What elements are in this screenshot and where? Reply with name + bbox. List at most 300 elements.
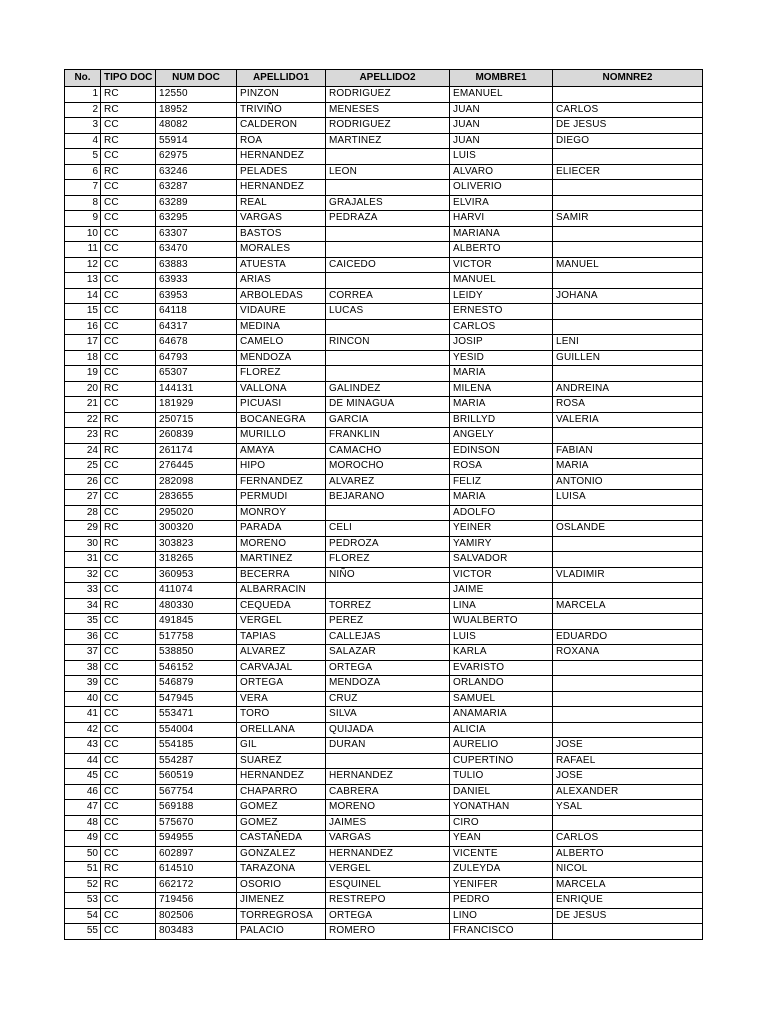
cell-row-no: 53: [65, 893, 101, 909]
cell-nomnre2: DE JESUS: [553, 908, 703, 924]
cell-num-doc: 318265: [156, 552, 237, 568]
cell-num-doc: 662172: [156, 877, 237, 893]
cell-apellido2: MORENO: [326, 800, 450, 816]
cell-apellido1: MORENO: [237, 536, 326, 552]
table-row: [65, 536, 703, 552]
cell-apellido1: ORELLANA: [237, 722, 326, 738]
cell-apellido2: PEREZ: [326, 614, 450, 630]
cell-apellido2: PEDROZA: [326, 536, 450, 552]
cell-row-no: 38: [65, 660, 101, 676]
cell-row-no: 34: [65, 598, 101, 614]
cell-mombre1: YEAN: [450, 831, 553, 847]
cell-nomnre2: [553, 614, 703, 630]
cell-nomnre2: JOHANA: [553, 288, 703, 304]
cell-tipo-doc: CC: [101, 366, 156, 382]
cell-mombre1: VICTOR: [450, 257, 553, 273]
cell-tipo-doc: CC: [101, 784, 156, 800]
cell-num-doc: 553471: [156, 707, 237, 723]
cell-tipo-doc: CC: [101, 319, 156, 335]
table-row: [65, 722, 703, 738]
cell-mombre1: ALVARO: [450, 164, 553, 180]
cell-mombre1: VICTOR: [450, 567, 553, 583]
cell-apellido2: CAICEDO: [326, 257, 450, 273]
cell-apellido2: ESQUINEL: [326, 877, 450, 893]
cell-apellido2: [326, 273, 450, 289]
table-row: [65, 738, 703, 754]
cell-mombre1: ORLANDO: [450, 676, 553, 692]
cell-num-doc: 803483: [156, 924, 237, 940]
cell-nomnre2: ANTONIO: [553, 474, 703, 490]
cell-num-doc: 63933: [156, 273, 237, 289]
cell-apellido2: [326, 180, 450, 196]
cell-row-no: 5: [65, 149, 101, 165]
cell-tipo-doc: RC: [101, 381, 156, 397]
cell-nomnre2: DE JESUS: [553, 118, 703, 134]
cell-nomnre2: MANUEL: [553, 257, 703, 273]
table-row: [65, 645, 703, 661]
cell-num-doc: 65307: [156, 366, 237, 382]
cell-apellido1: CASTAÑEDA: [237, 831, 326, 847]
cell-row-no: 10: [65, 226, 101, 242]
cell-apellido1: BASTOS: [237, 226, 326, 242]
cell-tipo-doc: CC: [101, 257, 156, 273]
table-row: [65, 567, 703, 583]
table-row: [65, 211, 703, 227]
cell-nomnre2: [553, 149, 703, 165]
cell-apellido2: RODRIGUEZ: [326, 87, 450, 103]
cell-nomnre2: ROSA: [553, 397, 703, 413]
table-row: [65, 552, 703, 568]
cell-apellido1: GOMEZ: [237, 815, 326, 831]
cell-num-doc: 48082: [156, 118, 237, 134]
cell-tipo-doc: CC: [101, 908, 156, 924]
cell-apellido1: ALVAREZ: [237, 645, 326, 661]
cell-apellido1: ROA: [237, 133, 326, 149]
cell-apellido1: TRIVIÑO: [237, 102, 326, 118]
cell-apellido2: SALAZAR: [326, 645, 450, 661]
cell-mombre1: YONATHAN: [450, 800, 553, 816]
cell-nomnre2: MARIA: [553, 459, 703, 475]
cell-mombre1: KARLA: [450, 645, 553, 661]
cell-tipo-doc: RC: [101, 412, 156, 428]
cell-tipo-doc: CC: [101, 800, 156, 816]
cell-row-no: 23: [65, 428, 101, 444]
cell-apellido1: MURILLO: [237, 428, 326, 444]
cell-nomnre2: JOSE: [553, 738, 703, 754]
cell-tipo-doc: CC: [101, 459, 156, 475]
cell-row-no: 47: [65, 800, 101, 816]
cell-tipo-doc: CC: [101, 815, 156, 831]
cell-row-no: 9: [65, 211, 101, 227]
cell-apellido2: RINCON: [326, 335, 450, 351]
cell-num-doc: 55914: [156, 133, 237, 149]
cell-tipo-doc: CC: [101, 226, 156, 242]
cell-apellido2: CALLEJAS: [326, 629, 450, 645]
cell-apellido1: PINZON: [237, 87, 326, 103]
cell-apellido2: SILVA: [326, 707, 450, 723]
cell-apellido2: GARCIA: [326, 412, 450, 428]
cell-nomnre2: [553, 536, 703, 552]
cell-nomnre2: [553, 924, 703, 940]
cell-apellido2: [326, 319, 450, 335]
cell-nomnre2: [553, 722, 703, 738]
cell-apellido2: NIÑO: [326, 567, 450, 583]
cell-num-doc: 569188: [156, 800, 237, 816]
cell-mombre1: EMANUEL: [450, 87, 553, 103]
cell-apellido2: MENDOZA: [326, 676, 450, 692]
cell-tipo-doc: CC: [101, 552, 156, 568]
cell-tipo-doc: RC: [101, 164, 156, 180]
cell-tipo-doc: CC: [101, 722, 156, 738]
cell-mombre1: ROSA: [450, 459, 553, 475]
cell-tipo-doc: CC: [101, 924, 156, 940]
cell-apellido1: PARADA: [237, 521, 326, 537]
cell-apellido1: ARIAS: [237, 273, 326, 289]
cell-apellido1: GOMEZ: [237, 800, 326, 816]
cell-mombre1: ALBERTO: [450, 242, 553, 258]
cell-mombre1: CUPERTINO: [450, 753, 553, 769]
header-apellido2: APELLIDO2: [326, 70, 450, 87]
table-row: [65, 273, 703, 289]
table-row: [65, 893, 703, 909]
cell-num-doc: 144131: [156, 381, 237, 397]
cell-nomnre2: FABIAN: [553, 443, 703, 459]
cell-apellido2: VARGAS: [326, 831, 450, 847]
table-row: [65, 800, 703, 816]
cell-apellido2: TORREZ: [326, 598, 450, 614]
cell-row-no: 46: [65, 784, 101, 800]
table-row: [65, 102, 703, 118]
cell-row-no: 4: [65, 133, 101, 149]
cell-mombre1: PEDRO: [450, 893, 553, 909]
cell-num-doc: 480330: [156, 598, 237, 614]
cell-apellido1: HIPO: [237, 459, 326, 475]
cell-tipo-doc: CC: [101, 474, 156, 490]
cell-nomnre2: [553, 707, 703, 723]
cell-mombre1: HARVI: [450, 211, 553, 227]
cell-mombre1: OLIVERIO: [450, 180, 553, 196]
cell-apellido1: MORALES: [237, 242, 326, 258]
cell-mombre1: LUIS: [450, 629, 553, 645]
table-row: [65, 242, 703, 258]
table-row: [65, 164, 703, 180]
header-nomnre2: NOMNRE2: [553, 70, 703, 87]
cell-row-no: 26: [65, 474, 101, 490]
cell-apellido2: ALVAREZ: [326, 474, 450, 490]
cell-num-doc: 295020: [156, 505, 237, 521]
cell-num-doc: 546879: [156, 676, 237, 692]
cell-nomnre2: JOSE: [553, 769, 703, 785]
cell-num-doc: 18952: [156, 102, 237, 118]
table-row: [65, 459, 703, 475]
header-mombre1: MOMBRE1: [450, 70, 553, 87]
cell-mombre1: YEINER: [450, 521, 553, 537]
cell-row-no: 15: [65, 304, 101, 320]
header-row: [65, 70, 703, 87]
table-row: [65, 924, 703, 940]
cell-nomnre2: [553, 226, 703, 242]
cell-apellido2: CAMACHO: [326, 443, 450, 459]
cell-apellido1: REAL: [237, 195, 326, 211]
cell-apellido2: CELI: [326, 521, 450, 537]
cell-nomnre2: VALERIA: [553, 412, 703, 428]
cell-nomnre2: ANDREINA: [553, 381, 703, 397]
cell-num-doc: 64793: [156, 350, 237, 366]
table-row: [65, 319, 703, 335]
cell-apellido1: VERA: [237, 691, 326, 707]
cell-tipo-doc: CC: [101, 211, 156, 227]
cell-apellido2: MARTINEZ: [326, 133, 450, 149]
cell-nomnre2: [553, 583, 703, 599]
table-row: [65, 598, 703, 614]
cell-mombre1: MARIA: [450, 366, 553, 382]
cell-tipo-doc: RC: [101, 443, 156, 459]
cell-nomnre2: OSLANDE: [553, 521, 703, 537]
cell-row-no: 30: [65, 536, 101, 552]
cell-row-no: 24: [65, 443, 101, 459]
cell-mombre1: LINO: [450, 908, 553, 924]
cell-row-no: 13: [65, 273, 101, 289]
cell-apellido2: FRANKLIN: [326, 428, 450, 444]
cell-apellido2: MOROCHO: [326, 459, 450, 475]
cell-apellido1: FERNANDEZ: [237, 474, 326, 490]
cell-num-doc: 547945: [156, 691, 237, 707]
cell-apellido2: [326, 350, 450, 366]
cell-tipo-doc: CC: [101, 614, 156, 630]
cell-nomnre2: [553, 87, 703, 103]
table-body: [65, 87, 703, 940]
cell-row-no: 49: [65, 831, 101, 847]
cell-tipo-doc: CC: [101, 769, 156, 785]
cell-apellido1: SUAREZ: [237, 753, 326, 769]
cell-mombre1: LUIS: [450, 149, 553, 165]
cell-tipo-doc: CC: [101, 273, 156, 289]
cell-row-no: 41: [65, 707, 101, 723]
table-row: [65, 629, 703, 645]
cell-apellido2: PEDRAZA: [326, 211, 450, 227]
cell-row-no: 12: [65, 257, 101, 273]
cell-num-doc: 300320: [156, 521, 237, 537]
cell-num-doc: 63883: [156, 257, 237, 273]
cell-num-doc: 261174: [156, 443, 237, 459]
cell-num-doc: 554287: [156, 753, 237, 769]
cell-num-doc: 538850: [156, 645, 237, 661]
cell-apellido2: DE MINAGUA: [326, 397, 450, 413]
cell-row-no: 50: [65, 846, 101, 862]
cell-num-doc: 719456: [156, 893, 237, 909]
cell-tipo-doc: RC: [101, 536, 156, 552]
cell-apellido1: PALACIO: [237, 924, 326, 940]
cell-row-no: 40: [65, 691, 101, 707]
cell-mombre1: EDINSON: [450, 443, 553, 459]
cell-mombre1: SALVADOR: [450, 552, 553, 568]
cell-apellido1: MONROY: [237, 505, 326, 521]
cell-row-no: 21: [65, 397, 101, 413]
cell-tipo-doc: RC: [101, 428, 156, 444]
cell-tipo-doc: CC: [101, 893, 156, 909]
cell-row-no: 48: [65, 815, 101, 831]
cell-mombre1: EVARISTO: [450, 660, 553, 676]
table-row: [65, 846, 703, 862]
cell-row-no: 3: [65, 118, 101, 134]
cell-apellido1: MENDOZA: [237, 350, 326, 366]
cell-mombre1: ERNESTO: [450, 304, 553, 320]
cell-tipo-doc: CC: [101, 505, 156, 521]
cell-mombre1: TULIO: [450, 769, 553, 785]
table-row: [65, 490, 703, 506]
cell-apellido2: RESTREPO: [326, 893, 450, 909]
cell-apellido2: ROMERO: [326, 924, 450, 940]
cell-mombre1: VICENTE: [450, 846, 553, 862]
cell-num-doc: 283655: [156, 490, 237, 506]
cell-mombre1: YESID: [450, 350, 553, 366]
cell-num-doc: 63246: [156, 164, 237, 180]
cell-nomnre2: [553, 428, 703, 444]
cell-apellido1: PICUASI: [237, 397, 326, 413]
cell-apellido1: GIL: [237, 738, 326, 754]
cell-num-doc: 554004: [156, 722, 237, 738]
cell-mombre1: LEIDY: [450, 288, 553, 304]
cell-nomnre2: DIEGO: [553, 133, 703, 149]
table-row: [65, 366, 703, 382]
header-no: No.: [65, 70, 101, 87]
table-row: [65, 118, 703, 134]
cell-tipo-doc: CC: [101, 753, 156, 769]
cell-tipo-doc: RC: [101, 87, 156, 103]
cell-tipo-doc: CC: [101, 846, 156, 862]
table-row: [65, 412, 703, 428]
cell-num-doc: 250715: [156, 412, 237, 428]
cell-tipo-doc: CC: [101, 567, 156, 583]
table-row: [65, 691, 703, 707]
cell-mombre1: BRILLYD: [450, 412, 553, 428]
cell-num-doc: 560519: [156, 769, 237, 785]
cell-num-doc: 63307: [156, 226, 237, 242]
cell-nomnre2: [553, 180, 703, 196]
cell-apellido2: CABRERA: [326, 784, 450, 800]
cell-apellido1: JIMENEZ: [237, 893, 326, 909]
cell-nomnre2: [553, 691, 703, 707]
cell-nomnre2: [553, 552, 703, 568]
cell-num-doc: 276445: [156, 459, 237, 475]
table-row: [65, 180, 703, 196]
cell-nomnre2: ELIECER: [553, 164, 703, 180]
cell-tipo-doc: CC: [101, 691, 156, 707]
cell-mombre1: ANGELY: [450, 428, 553, 444]
cell-num-doc: 63470: [156, 242, 237, 258]
cell-mombre1: MARIA: [450, 490, 553, 506]
cell-row-no: 39: [65, 676, 101, 692]
cell-apellido1: TORO: [237, 707, 326, 723]
cell-apellido1: MEDINA: [237, 319, 326, 335]
cell-nomnre2: [553, 660, 703, 676]
table-header: [65, 70, 703, 87]
cell-apellido1: CARVAJAL: [237, 660, 326, 676]
cell-nomnre2: ALBERTO: [553, 846, 703, 862]
cell-num-doc: 614510: [156, 862, 237, 878]
cell-row-no: 19: [65, 366, 101, 382]
cell-apellido2: GRAJALES: [326, 195, 450, 211]
cell-mombre1: SAMUEL: [450, 691, 553, 707]
cell-nomnre2: MARCELA: [553, 598, 703, 614]
table-row: [65, 304, 703, 320]
cell-tipo-doc: RC: [101, 102, 156, 118]
cell-apellido1: ORTEGA: [237, 676, 326, 692]
cell-mombre1: FELIZ: [450, 474, 553, 490]
cell-row-no: 55: [65, 924, 101, 940]
cell-nomnre2: [553, 505, 703, 521]
cell-nomnre2: RAFAEL: [553, 753, 703, 769]
cell-num-doc: 64317: [156, 319, 237, 335]
header-num-doc: NUM DOC: [156, 70, 237, 87]
cell-row-no: 44: [65, 753, 101, 769]
table-row: [65, 133, 703, 149]
cell-apellido1: PERMUDI: [237, 490, 326, 506]
cell-tipo-doc: CC: [101, 242, 156, 258]
table-row: [65, 381, 703, 397]
cell-row-no: 2: [65, 102, 101, 118]
cell-row-no: 28: [65, 505, 101, 521]
table-row: [65, 660, 703, 676]
cell-mombre1: FRANCISCO: [450, 924, 553, 940]
cell-apellido2: ORTEGA: [326, 908, 450, 924]
cell-row-no: 52: [65, 877, 101, 893]
cell-apellido2: HERNANDEZ: [326, 769, 450, 785]
cell-mombre1: MILENA: [450, 381, 553, 397]
cell-tipo-doc: CC: [101, 335, 156, 351]
cell-mombre1: JUAN: [450, 118, 553, 134]
table-row: [65, 428, 703, 444]
cell-mombre1: LINA: [450, 598, 553, 614]
table-row: [65, 505, 703, 521]
cell-apellido2: BEJARANO: [326, 490, 450, 506]
cell-row-no: 1: [65, 87, 101, 103]
cell-tipo-doc: RC: [101, 598, 156, 614]
cell-apellido2: LEON: [326, 164, 450, 180]
table-row: [65, 226, 703, 242]
cell-apellido1: CHAPARRO: [237, 784, 326, 800]
cell-mombre1: MARIANA: [450, 226, 553, 242]
cell-row-no: 14: [65, 288, 101, 304]
cell-nomnre2: VLADIMIR: [553, 567, 703, 583]
cell-tipo-doc: CC: [101, 629, 156, 645]
cell-nomnre2: [553, 242, 703, 258]
cell-mombre1: CARLOS: [450, 319, 553, 335]
cell-nomnre2: [553, 273, 703, 289]
cell-apellido1: HERNANDEZ: [237, 769, 326, 785]
cell-tipo-doc: RC: [101, 133, 156, 149]
cell-num-doc: 303823: [156, 536, 237, 552]
table-row: [65, 87, 703, 103]
cell-mombre1: JOSIP: [450, 335, 553, 351]
cell-row-no: 7: [65, 180, 101, 196]
cell-apellido2: DURAN: [326, 738, 450, 754]
cell-row-no: 25: [65, 459, 101, 475]
cell-num-doc: 602897: [156, 846, 237, 862]
cell-nomnre2: [553, 304, 703, 320]
cell-tipo-doc: CC: [101, 676, 156, 692]
cell-nomnre2: GUILLEN: [553, 350, 703, 366]
table-row: [65, 614, 703, 630]
cell-nomnre2: CARLOS: [553, 102, 703, 118]
cell-tipo-doc: RC: [101, 521, 156, 537]
cell-mombre1: ADOLFO: [450, 505, 553, 521]
cell-apellido1: BOCANEGRA: [237, 412, 326, 428]
cell-num-doc: 12550: [156, 87, 237, 103]
cell-num-doc: 62975: [156, 149, 237, 165]
cell-num-doc: 575670: [156, 815, 237, 831]
table-row: [65, 195, 703, 211]
